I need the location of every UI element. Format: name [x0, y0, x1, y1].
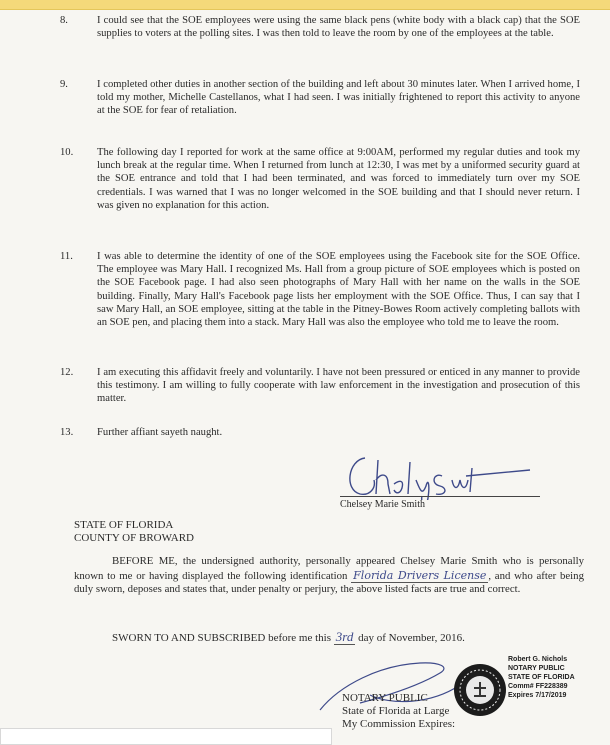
- handwritten-day: 3rd: [335, 629, 354, 644]
- paragraph-text: The following day I reported for work at the same office at 9:00AM, performed my regular duties and took my lunch break at the regular time. When I returned from lunch at 12:30, I was met by a uniformed security guard at the SOE entrance and told that I had been terminated, and was forced to immediately turn over my SOE credentials. I was warned that I was no longer welcomed in the SOE building and that I should never return. I was given no explanation for this action.: [97, 147, 580, 211]
- paragraph-text: I could see that the SOE employees were using the same black pens (white body with a black cap) that the SOE supplies to voters at the polling sites. I was then told to leave the room by one of the employees at the table.: [97, 15, 580, 40]
- affiant-signature-block: [330, 450, 550, 530]
- paragraph-number: 8.: [60, 15, 68, 26]
- paragraph-number: 12.: [60, 367, 74, 378]
- sworn-line: [112, 629, 465, 645]
- stamp-commission: Comm# FF228389: [508, 683, 568, 690]
- handwritten-identification: Florida Drivers License: [353, 568, 487, 582]
- notary-state-line: State of Florida at Large: [342, 705, 450, 717]
- notary-block: [342, 692, 455, 731]
- jurat-paragraph: [74, 555, 584, 597]
- paragraph-text: I am executing this affidavit freely and voluntarily. I have not been pressured or enticed in any manner to provide this testimony. I am willing to fully cooperate with law enforcement in the investigation and prosecution of this matter.: [97, 367, 580, 405]
- handwritten-signature: [330, 450, 550, 500]
- paragraph-number: 13.: [60, 427, 74, 438]
- stamp-title: NOTARY PUBLIC: [508, 665, 565, 672]
- paragraph-10: [60, 146, 580, 212]
- paragraph-12: [60, 366, 580, 406]
- notary-stamp: [508, 655, 575, 700]
- jurat-text-part1: BEFORE ME, the undersigned authority, personally appeared Chelsey Marie Smith who is personally known to me or having displayed the following identification: [74, 555, 584, 582]
- paragraph-text: I completed other duties in another section of the building and left about 30 minutes later. When I arrived home, I told my mother, Michelle Castellanos, what I had seen. I was initially frightened to report this activity to anyone at the SOE for fear of retaliation.: [97, 79, 580, 117]
- notary-commission-line: My Commission Expires:: [342, 718, 456, 730]
- paragraph-text: Further affiant sayeth naught.: [97, 427, 223, 438]
- paragraph-number: 11.: [60, 251, 73, 262]
- stamp-expires: Expires 7/17/2019: [508, 692, 567, 699]
- signature-line: [340, 496, 540, 497]
- venue-block: [74, 519, 194, 545]
- paragraph-number: 9.: [60, 79, 68, 90]
- paragraph-11: [60, 250, 580, 329]
- stamp-name: Robert G. Nichols: [508, 656, 568, 663]
- affiant-name: Chelsey Marie Smith: [340, 499, 425, 510]
- jurat-text-part2: , and who after being duly sworn, deposes and states that, under penalty or perjury, the above listed facts are true and correct.: [74, 569, 584, 595]
- notary-title: NOTARY PUBLIC: [342, 692, 428, 704]
- top-highlight-bar: [0, 0, 610, 10]
- notary-seal-icon: [452, 662, 508, 718]
- stamp-state: STATE OF FLORIDA: [508, 674, 575, 681]
- sworn-prefix: SWORN TO AND SUBSCRIBED before me this: [112, 632, 331, 644]
- paragraph-13: [60, 426, 580, 439]
- bottom-overlay-box: [0, 728, 332, 745]
- sworn-suffix: day of November, 2016.: [358, 632, 465, 644]
- venue-county: COUNTY OF BROWARD: [74, 532, 194, 544]
- paragraph-number: 10.: [60, 147, 74, 158]
- paragraph-text: I was able to determine the identity of one of the SOE employees using the Facebook site for the SOE Office. The employee was Mary Hall. I recognized Ms. Hall from a group picture of SOE employees which is posted on the SOE Facebook page. I had also seen photographs of Mary Hall with her name on the walls in the SOE building. Finally, Mary Hall's Facebook page lists her employment with the SOE Office. Thus, I can say that I saw Mary Hall, an SOE employee, sitting at the table in the Pitney-Bowes Room actively completing ballots with an SOE pen, and placing them into a stack. Mary Hall was also the employee who told me to leave the room.: [97, 251, 580, 329]
- paragraph-9: [60, 78, 580, 118]
- paragraph-8: [60, 14, 580, 40]
- venue-state: STATE OF FLORIDA: [74, 519, 174, 531]
